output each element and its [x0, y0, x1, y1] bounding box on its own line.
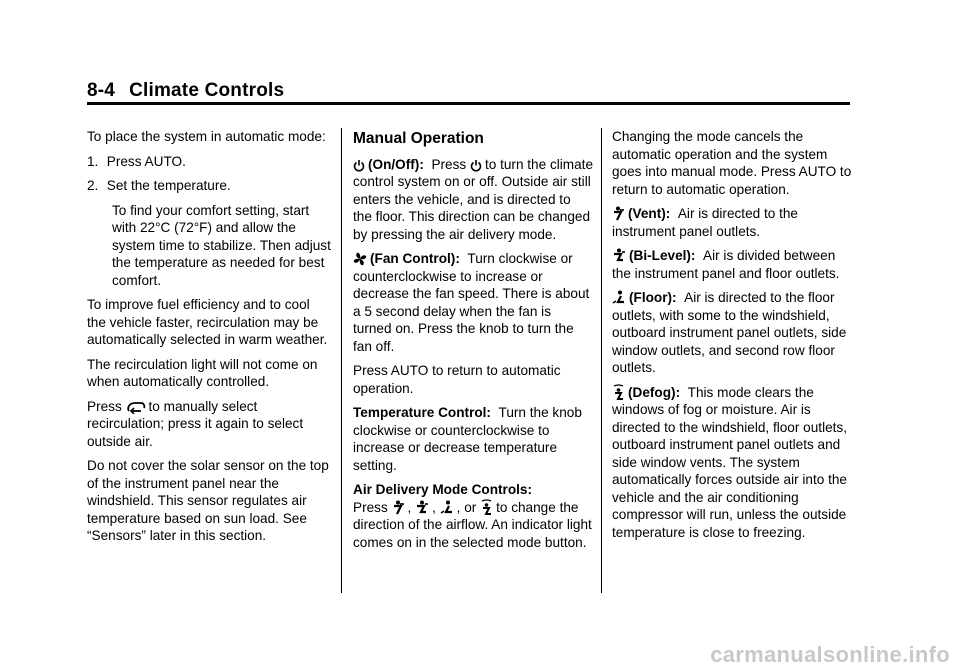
defog-icon: [480, 499, 493, 515]
paragraph: Do not cover the solar sensor on the top of the instrument panel near the windshield. This sensor regulates air temperature based on sun load. See “Sensors” later in this section.: [87, 458, 329, 543]
page-header: [87, 80, 284, 102]
paragraph: To improve fuel efficiency and to cool the vehicle faster, recirculation may be automatically selected in warm weather.: [87, 297, 328, 347]
column-3: [612, 128, 857, 548]
column-divider: [601, 128, 602, 593]
section-title: Climate Controls: [129, 80, 285, 101]
paragraph: Press AUTO to return to automatic operation.: [353, 363, 561, 396]
floor-icon: [612, 290, 626, 305]
vent-icon: [612, 206, 625, 221]
power-icon: [470, 159, 482, 172]
paragraph: (Floor): Air is directed to the floor outlets, with some to the windshield, outboard instrument panel outlets, side window outlets, and second row floor outlets.: [612, 290, 847, 375]
paragraph: (Defog): This mode clears the windows of fog or moisture. Air is directed to the windshield, floor outlets, outboard instrument panel outlets and side window vents. The system automatically forces outside air into the vehicle and the air conditioning compressor will run, unless the outside temperature is close to freezing.: [612, 384, 848, 540]
paragraph: Press to manually select recirculation; press it again to select outside air.: [87, 398, 304, 449]
paragraph: (Vent): Air is directed to the instrument panel outlets.: [612, 206, 798, 239]
paragraph: Air Delivery Mode Controls: Press , , , or to change the direction of the airflow. An indicator light comes on in the selected mode button.: [353, 482, 592, 550]
paragraph: (On/Off): Press to turn the climate control system on or off. Outside air still enters the vehicle, and is directed to the floor. This direction can be changed by pressing the air delivery mode.: [353, 156, 594, 242]
power-icon: [353, 159, 365, 172]
fan-icon: [353, 252, 367, 266]
paragraph: Changing the mode cancels the automatic operation and the system goes into manual mode. Press AUTO to return to automatic operation.: [612, 129, 852, 197]
paragraph: Temperature Control: Turn the knob clockwise or counterclockwise to increase or decrease temperature setting.: [353, 405, 582, 473]
paragraph: The recirculation light will not come on when automatically controlled.: [87, 356, 318, 389]
vent-icon: [392, 500, 405, 515]
column-1: [87, 128, 332, 552]
section-heading: Manual Operation: [353, 130, 484, 147]
bilevel-icon: [612, 248, 626, 263]
paragraph: (Fan Control): Turn clockwise or counterclockwise to increase or decrease the fan speed. There is about a 5 second delay when the fan is turned on. Press the knob to turn the fan off.: [353, 251, 590, 354]
paragraph: (Bi-Level): Air is divided between the instrument panel and floor outlets.: [612, 248, 840, 281]
column-2: [353, 128, 593, 558]
header-rule: [87, 102, 850, 105]
page-number: 8-4: [87, 80, 116, 101]
column-divider: [341, 128, 342, 593]
list-item: 1. Press AUTO.: [87, 153, 186, 169]
paragraph: To place the system in automatic mode:: [87, 129, 326, 144]
defog-icon: [612, 384, 625, 400]
floor-icon: [440, 500, 454, 515]
list-item: 2. Set the temperature.: [87, 178, 231, 193]
bilevel-icon: [415, 500, 429, 515]
list-detail: To find your comfort setting, start with 22°C (72°F) and allow the system time to stabilize. Then adjust the temperature as needed for best comfort.: [112, 202, 331, 288]
recirculation-icon: [126, 401, 146, 414]
watermark: carmanualsonline.info: [710, 642, 950, 667]
